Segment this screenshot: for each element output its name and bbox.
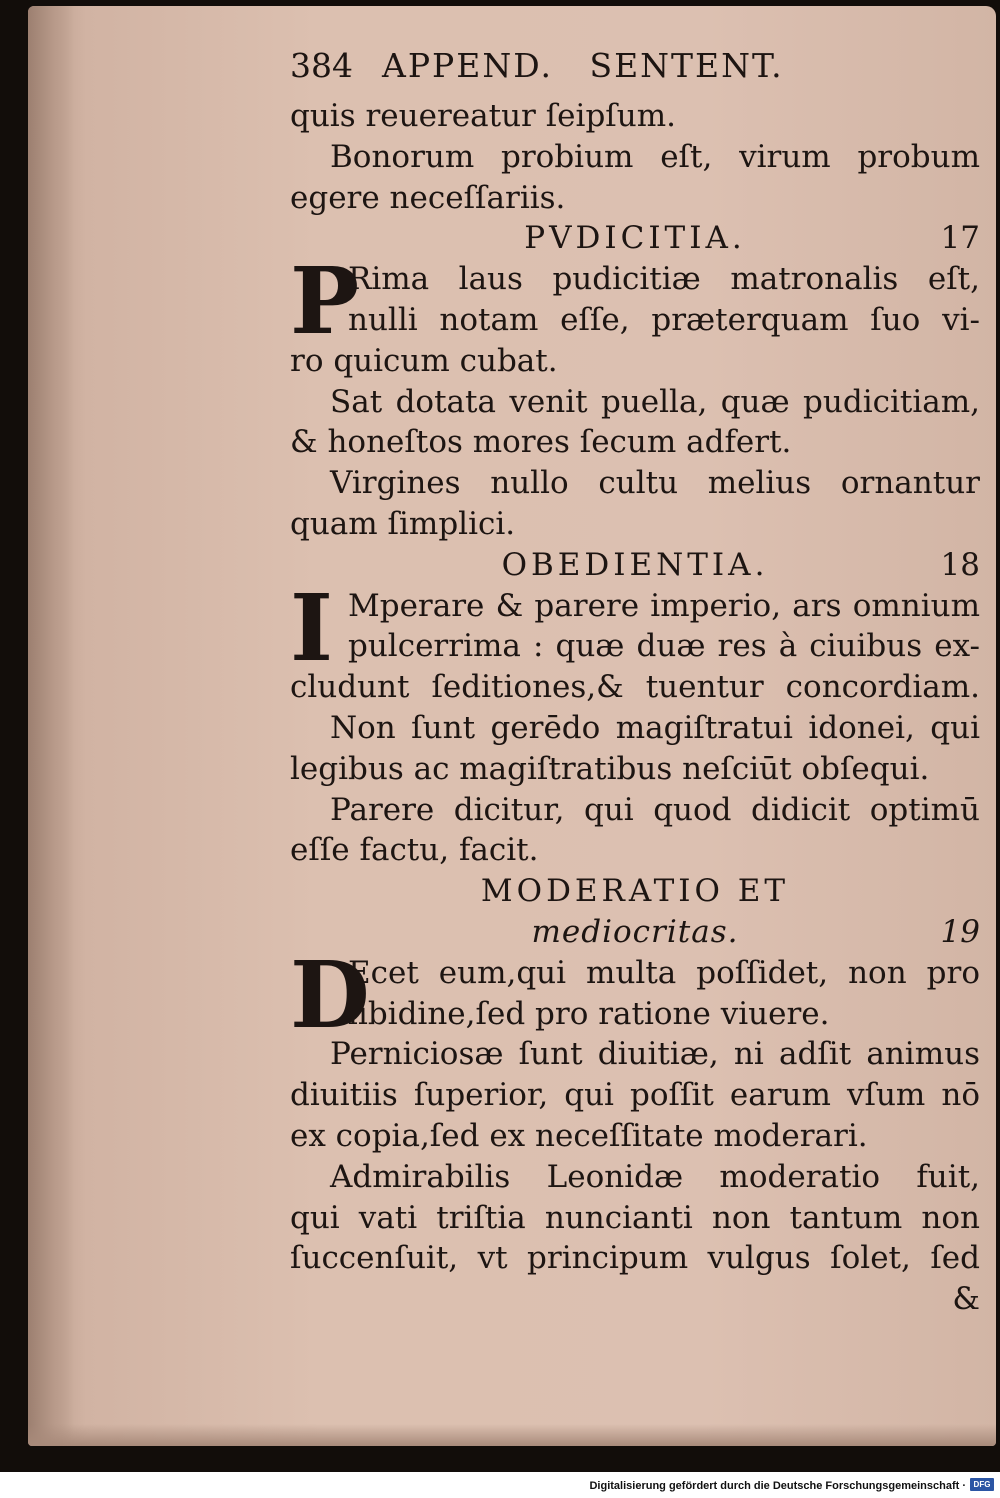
text-line: nulli notam eſſe, præterquam ſuo vi- [348, 301, 980, 338]
page-number: 384 [290, 46, 353, 85]
page-edge [28, 1424, 996, 1446]
section-title: PVDICITIA. [524, 220, 746, 257]
dfg-logo-icon: DFG [970, 1478, 994, 1491]
section-number: 19 [940, 913, 980, 950]
initial-paragraph [290, 573, 980, 682]
section-number: 17 [940, 220, 980, 257]
text-line: Virgines nullo cultu melius ornantur [330, 465, 980, 502]
text-line: Admirabilis Leonidæ moderatio fuit, [330, 1158, 980, 1195]
section-title: MODERATIO ET [480, 873, 790, 910]
digitization-footer [0, 1472, 1000, 1498]
section-heading-moderatio [290, 871, 980, 912]
section-title: OBEDIENTIA. [501, 546, 769, 583]
section-heading-pudicitia [290, 218, 980, 259]
page-gutter [28, 6, 74, 1446]
text-line: Parere dicitur, qui quod didicit optimū [330, 791, 980, 828]
text-line: diuitiis ſuperior, qui poſſit earum vſum nō [290, 1077, 980, 1114]
text-line: Mperare & parere imperio, ars omnium [348, 587, 980, 624]
section-subtitle: mediocritas. [531, 913, 739, 950]
section-heading-obedientia [290, 545, 980, 586]
drop-cap: P [290, 247, 360, 356]
text-line: libidine,ſed pro ratione viuere. [348, 995, 830, 1032]
text-line: Rima laus pudicitiæ matronalis eſt, [348, 261, 980, 298]
text-line: Sat dotata venit puella, quæ pudicitiam, [330, 383, 980, 420]
running-head [290, 46, 980, 96]
text-line: Bonorum probium eſt, virum probum [330, 138, 980, 175]
text-line: qui vati triſtia nuncianti non tantum non [290, 1199, 980, 1236]
catchword: & [952, 1281, 980, 1318]
funding-credit: Digitalisierung gefördert durch die Deutsche Forschungsgemeinschaft · [589, 1480, 966, 1492]
text-line: legibus ac magiſtratibus neſciūt obſequi. [290, 750, 930, 787]
book-page [28, 6, 996, 1446]
text-line: quam ſimplici. [290, 505, 516, 542]
text-line: Perniciosæ ſunt diuitiæ, ni adſit animus [330, 1036, 980, 1073]
section-subheading [290, 912, 980, 953]
text-line: eſſe factu, facit. [290, 832, 539, 869]
text-line: cludunt ſeditiones,& tuentur concordiam. [290, 669, 980, 706]
initial-paragraph [290, 940, 980, 1049]
text-line: ex copia,ſed ex neceſſitate moderari. [290, 1117, 868, 1154]
text-line: ſuccenſuit, vt principum vulgus ſolet, ſed [290, 1240, 980, 1277]
text-line: Non ſunt gerēdo magiſtratui idonei, qui [330, 709, 980, 746]
text-line: pulcerrima : quæ duæ res à ciuibus ex- [348, 628, 980, 665]
section-number: 18 [940, 546, 980, 583]
text-block [290, 46, 980, 1320]
initial-paragraph [290, 247, 980, 356]
text-line: quis reuereatur ſeipſum. [290, 98, 676, 134]
text-line: Ecet eum,qui multa poſſidet, non pro [348, 954, 980, 991]
drop-cap: I [290, 573, 334, 682]
text-line: egere neceſſariis. [290, 179, 566, 216]
drop-cap: D [290, 940, 370, 1049]
text-line: ro quicum cubat. [290, 342, 558, 379]
text-line: & honeſtos mores ſecum adfert. [290, 424, 792, 461]
running-title: APPEND. SENTENT. [382, 46, 784, 85]
